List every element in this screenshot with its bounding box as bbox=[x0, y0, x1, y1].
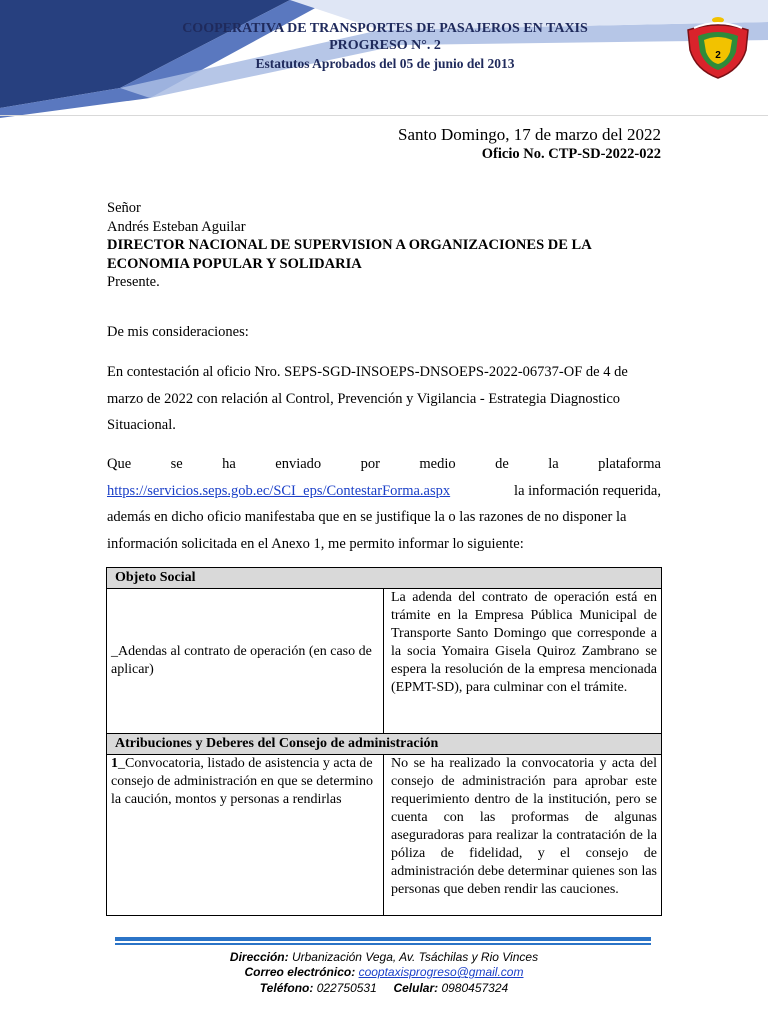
footer-phone-label: Teléfono: bbox=[259, 981, 314, 995]
p2-word: por bbox=[360, 456, 380, 472]
oficio-number: Oficio No. CTP-SD-2022-022 bbox=[481, 146, 661, 162]
paragraph-2-line2 bbox=[107, 478, 661, 505]
p2-word: Que bbox=[107, 456, 132, 472]
seps-platform-link[interactable]: https://servicios.seps.gob.ec/SCI_eps/ContestarForma.aspx bbox=[107, 482, 451, 499]
footer-address-value: Urbanización Vega, Av. Tsáchilas y Rio Vinces bbox=[288, 950, 539, 964]
p2-word: de bbox=[495, 456, 509, 472]
cooperative-logo-icon bbox=[680, 14, 756, 80]
p2-word: ha bbox=[222, 456, 236, 472]
p2-after-link: la información requerida, bbox=[514, 482, 661, 499]
table-cell-requirement bbox=[107, 755, 384, 916]
footer-email bbox=[0, 965, 768, 979]
header-cooperative-number: PROGRESO N°. 2 bbox=[329, 38, 441, 53]
table-cell-response: La adenda del contrato de operación está en trámite en la Empresa Pública Municipal de Transporte Santo Domingo que corresponde a la socia Yomaira Gisela Quiroz Zambrano se espera la resolución de la empresa mencionada (EPMT-SD), para culminar con el trámite. bbox=[384, 589, 662, 734]
section-atribuciones: Atribuciones y Deberes del Consejo de administración bbox=[107, 734, 662, 755]
section-objeto-social: Objeto Social bbox=[107, 568, 662, 589]
table-cell-requirement bbox=[107, 589, 384, 734]
footer-cell-value: 0980457324 bbox=[438, 981, 509, 995]
footer-email-label: Correo electrónico: bbox=[244, 965, 356, 979]
recipient-title-line1: DIRECTOR NACIONAL DE SUPERVISION A ORGANIZACIONES DE LA bbox=[107, 237, 592, 253]
p2-word: la bbox=[548, 456, 559, 472]
requirement-number: 1 bbox=[111, 756, 118, 771]
recipient-name: Andrés Esteban Aguilar bbox=[107, 218, 246, 235]
requirement-convocatoria: _Convocatoria, listado de asistencia y acta de consejo de administración en que se determino la caución, montos y personas a rendirlas bbox=[111, 756, 374, 807]
p2-word: medio bbox=[419, 456, 456, 472]
footer-email-link[interactable]: cooptaxisprogreso@gmail.com bbox=[358, 965, 524, 979]
p2-word: enviado bbox=[275, 456, 322, 472]
header-cooperative-name: COOPERATIVA DE TRANSPORTES DE PASAJEROS EN TAXIS bbox=[182, 21, 588, 36]
table-row bbox=[107, 589, 662, 734]
footer-phones bbox=[0, 981, 768, 995]
table-row bbox=[107, 755, 662, 916]
p2-word: se bbox=[170, 456, 183, 472]
p2-word: plataforma bbox=[598, 456, 661, 472]
recipient-title-line2: ECONOMIA POPULAR Y SOLIDARIA bbox=[107, 255, 362, 272]
footer-cell-label: Celular: bbox=[393, 981, 439, 995]
footer-bar bbox=[115, 937, 651, 941]
paragraph-2-line4: información solicitada en el Anexo 1, me permito informar lo siguiente: bbox=[107, 535, 524, 552]
recipient-block bbox=[107, 199, 667, 292]
footer-address-label: Dirección: bbox=[229, 950, 289, 964]
header-statutes: Estatutos Aprobados del 05 de junio del 2013 bbox=[255, 56, 515, 71]
header-separator bbox=[0, 115, 768, 116]
footer-phone-value: 022750531 bbox=[313, 981, 377, 995]
footer-bar-thin bbox=[115, 943, 651, 945]
letter-date: Santo Domingo, 17 de marzo del 2022 bbox=[398, 125, 661, 144]
svg-text:2: 2 bbox=[715, 50, 721, 61]
footer-address bbox=[0, 950, 768, 964]
presente: Presente. bbox=[107, 274, 160, 290]
paragraph-2-line3: además en dicho oficio manifestaba que en se justifique la o las razones de no disponer la bbox=[107, 509, 627, 525]
paragraph-1: En contestación al oficio Nro. SEPS-SGD-INSOEPS-DNSOEPS-2022-06737-OF de 4 de marzo de 2022 con relación al Control, Prevención y Vigilancia - Estrategia Diagnostico Situacional. bbox=[107, 364, 628, 433]
paragraph-2-line1 bbox=[107, 451, 661, 478]
greeting: De mis consideraciones: bbox=[107, 324, 249, 340]
salutation: Señor bbox=[107, 200, 141, 216]
requirement-adendas: _Adendas al contrato de operación (en caso de aplicar) bbox=[111, 644, 372, 677]
requirements-table bbox=[106, 567, 662, 916]
table-cell-response: No se ha realizado la convocatoria y acta del consejo de administración para aprobar este requerimiento dentro de la institución, pero se cuenta con las proformas de algunas aseguradoras para realizar la contratación de la póliza de fidelidad, y el consejo de administración debe determinar quienes son las personas que deben rendir las cauciones. bbox=[384, 755, 662, 916]
paragraph-2 bbox=[107, 451, 661, 557]
